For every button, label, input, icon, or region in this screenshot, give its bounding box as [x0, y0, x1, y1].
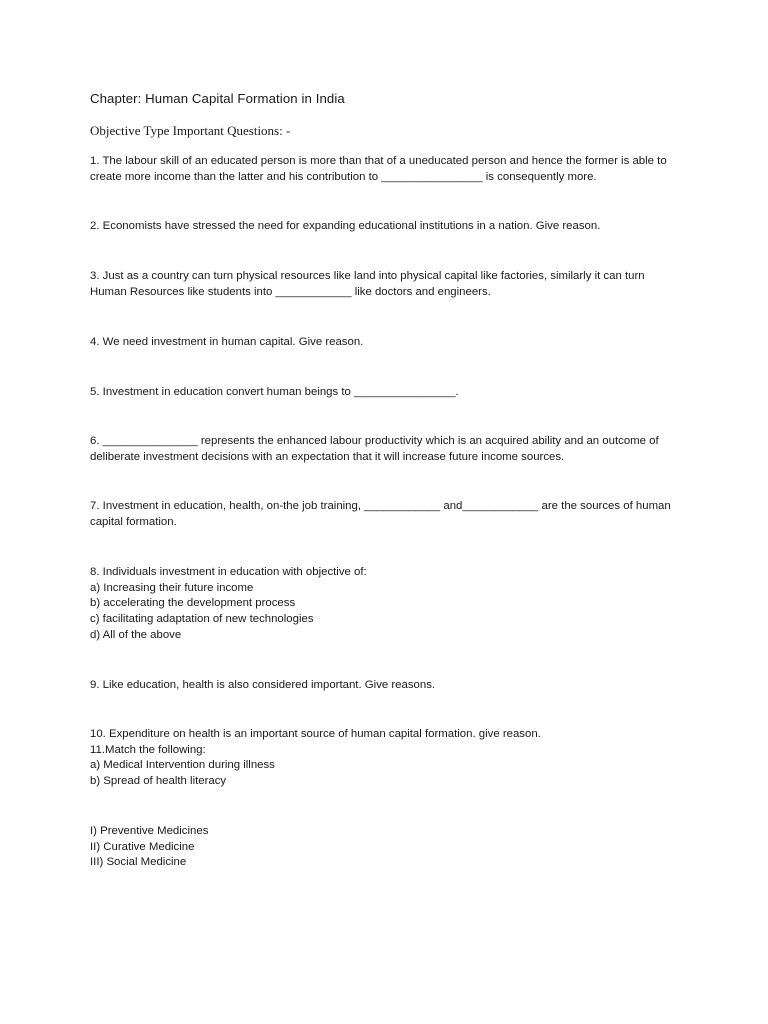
- question-8-option-c: c) facilitating adaptation of new technologies: [90, 613, 314, 626]
- question-4: [90, 335, 690, 351]
- question-7-line-2: capital formation.: [90, 515, 177, 528]
- question-9: [90, 678, 690, 694]
- question-10-line-1: 10. Expenditure on health is an important source of human capital formation. give reason.: [90, 728, 541, 740]
- question-11-match-list: [90, 824, 690, 871]
- question-11-match-2: II) Curative Medicine: [90, 840, 195, 853]
- question-11-item-a: a) Medical Intervention during illness: [90, 759, 275, 772]
- question-6: [90, 434, 690, 465]
- question-2-line-1: 2. Economists have stressed the need for expanding educational institutions in a nation. Give reason.: [90, 220, 601, 232]
- question-11-match-3: III) Social Medicine: [90, 856, 187, 869]
- question-9-line-1: 9. Like education, health is also considered important. Give reasons.: [90, 679, 436, 691]
- question-1-line-2: create more income than the latter and his contribution to ________________ is consequently more.: [90, 170, 597, 183]
- question-11-item-b: b) Spread of health literacy: [90, 775, 227, 788]
- question-8-option-a: a) Increasing their future income: [90, 581, 254, 594]
- question-3-line-2: Human Resources like students into ____________ like doctors and engineers.: [90, 285, 491, 298]
- question-2: [90, 219, 690, 235]
- chapter-title: Chapter: Human Capital Formation in India: [90, 91, 345, 106]
- question-11-line-1: 11.Match the following:: [90, 743, 206, 756]
- question-6-line-2: deliberate investment decisions with an expectation that it will increase future income sources.: [90, 450, 565, 463]
- question-1-line-1: 1. The labour skill of an educated person is more than that of a uneducated person and hence the former is able to: [90, 155, 667, 167]
- question-8-line-1: 8. Individuals investment in education with objective of:: [90, 566, 367, 578]
- question-3: [90, 269, 690, 300]
- question-6-line-1: 6. _______________ represents the enhanced labour productivity which is an acquired ability and an outcome of: [90, 435, 659, 447]
- question-8-option-d: d) All of the above: [90, 628, 182, 641]
- question-4-line-1: 4. We need investment in human capital. Give reason.: [90, 336, 364, 348]
- question-8: [90, 565, 690, 644]
- question-10-11: [90, 727, 690, 790]
- question-5-line-1: 5. Investment in education convert human beings to ________________.: [90, 386, 459, 398]
- question-7-line-1: 7. Investment in education, health, on-the job training, ____________ and____________ are the sources of human: [90, 500, 671, 512]
- question-8-option-b: b) accelerating the development process: [90, 597, 296, 610]
- question-7: [90, 499, 690, 530]
- question-3-line-1: 3. Just as a country can turn physical resources like land into physical capital like factories, similarly it can turn: [90, 270, 645, 282]
- question-5: [90, 385, 690, 401]
- question-11-match-1: I) Preventive Medicines: [90, 825, 209, 837]
- section-subtitle: Objective Type Important Questions: -: [90, 123, 291, 138]
- question-1: [90, 154, 690, 185]
